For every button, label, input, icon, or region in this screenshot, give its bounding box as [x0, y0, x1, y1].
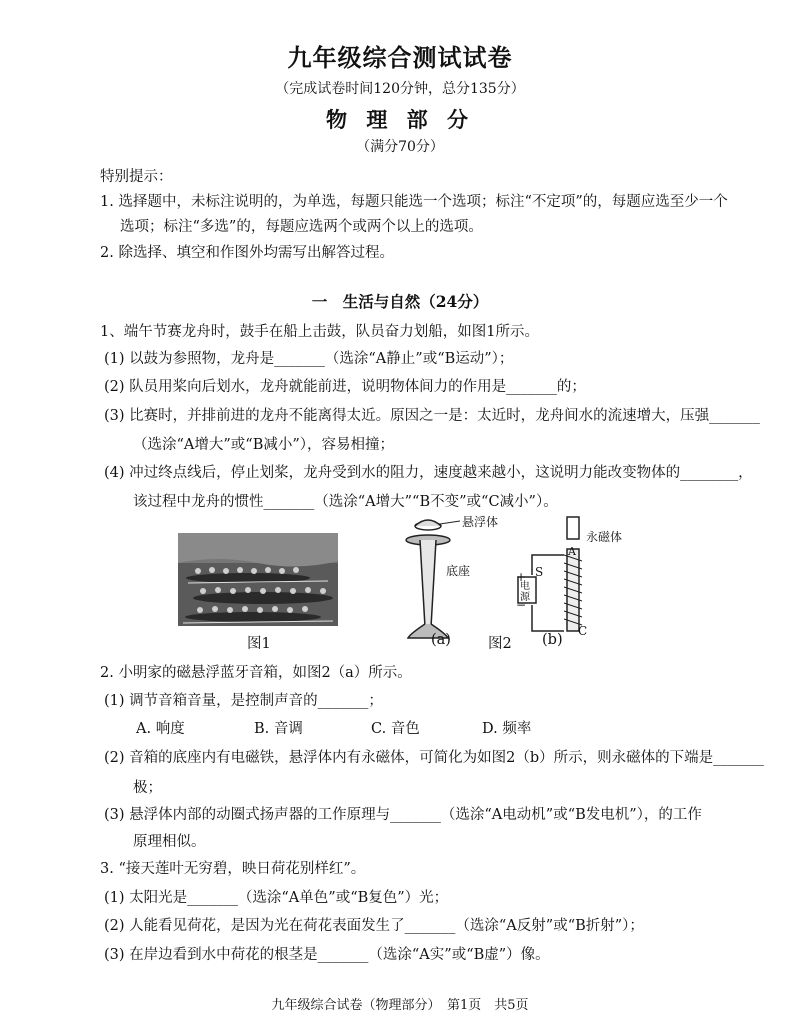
q2-sub3: (3) 悬浮体内部的动圈式扬声器的工作原理与_______（选涂“A电动机”或“B发电机”），的工作 — [104, 807, 702, 823]
notes-heading: 特别提示： — [100, 169, 173, 185]
exam-time-note: （完成试卷时间120分钟，总分135分） — [275, 81, 525, 97]
section-score: （满分70分） — [356, 139, 444, 155]
figure1-image — [178, 533, 338, 626]
q1-sub3: (3) 比赛时，并排前进的龙舟不能离得太近。原因之一是：太近时，龙舟间水的流速增大，压强_______ — [104, 408, 760, 424]
q2-option-c: C. 音色 — [371, 721, 420, 737]
q2-option-b: B. 音调 — [254, 721, 303, 737]
q1-sub4-cont: 该过程中龙舟的惯性_______（选涂“A增大”“B不变”或“C减小”）。 — [133, 494, 558, 510]
label-base: 底座 — [446, 564, 471, 578]
q1-stem: 1、端午节赛龙舟时，鼓手在船上击鼓，队员奋力划船，如图1所示。 — [100, 324, 539, 340]
q2-sub1: (1) 调节音箱音量，是控制声音的_______； — [104, 693, 383, 709]
label-plus: + — [516, 570, 527, 584]
figure2a-image — [400, 512, 490, 647]
label-switch-s: S — [535, 565, 544, 579]
label-permanent-magnet: 永磁体 — [586, 530, 623, 544]
q2-stem: 2. 小明家的磁悬浮蓝牙音箱，如图2（a）所示。 — [100, 665, 412, 681]
q2-option-a: A. 响度 — [136, 721, 185, 737]
q2-sub2-cont: 极； — [133, 780, 162, 796]
figure2-caption: 图2 — [488, 636, 512, 652]
figure1-caption: 图1 — [247, 636, 271, 652]
exam-title: 九年级综合测试试卷 — [287, 43, 513, 72]
q1-sub3-cont: （选涂“A增大”或“B减小”），容易相撞； — [133, 437, 395, 453]
section-title: 物 理 部 分 — [326, 107, 474, 132]
q1-sub2: (2) 队员用桨向后划水，龙舟就能前进，说明物体间力的作用是_______的； — [104, 379, 586, 395]
figure2b-caption: (b) — [542, 632, 563, 648]
note-item-2: 2. 除选择、填空和作图外均需写出解答过程。 — [100, 245, 394, 261]
q2-option-d: D. 频率 — [482, 721, 532, 737]
q2-sub2: (2) 音箱的底座内有电磁铁，悬浮体内有永磁体，可简化为如图2（b）所示，则永磁体的下端是_______ — [104, 750, 764, 766]
label-float-body: 悬浮体 — [462, 515, 499, 529]
q1-sub4: (4) 冲过终点线后，停止划桨，龙舟受到水的阻力，速度越来越小，这说明力能改变物体的________， — [104, 465, 753, 481]
label-minus: − — [516, 598, 527, 612]
figure2a-caption: (a) — [431, 632, 451, 648]
label-point-c: C — [578, 624, 588, 638]
q2-sub3-cont: 原理相似。 — [133, 834, 206, 850]
q3-sub1: (1) 太阳光是_______（选涂“A单色”或“B复色”）光； — [104, 890, 449, 906]
q3-sub3: (3) 在岸边看到水中荷花的根茎是_______（选涂“A实”或“B虚”）像。 — [104, 947, 550, 963]
part-heading: 一 生活与自然（24分） — [311, 292, 489, 311]
note-item-1: 1. 选择题中，未标注说明的，为单选，每题只能选一个选项；标注“不定项”的，每题应选至少一个 — [100, 194, 728, 210]
label-power-source: 电源 — [520, 581, 530, 603]
note-item-1-cont: 选项；标注“多选”的，每题应选两个或两个以上的选项。 — [120, 219, 483, 235]
q1-sub1: (1) 以鼓为参照物，龙舟是_______（选涂“A静止”或“B运动”）； — [104, 351, 514, 367]
page-footer: 九年级综合试卷（物理部分） 第1页 共5页 — [271, 998, 529, 1013]
q3-sub2: (2) 人能看见荷花，是因为光在荷花表面发生了_______（选涂“A反射”或“B折射”）； — [104, 918, 644, 934]
label-point-a: A — [568, 545, 576, 558]
q3-stem: 3. “接天莲叶无穷碧，映日荷花别样红”。 — [100, 861, 366, 877]
